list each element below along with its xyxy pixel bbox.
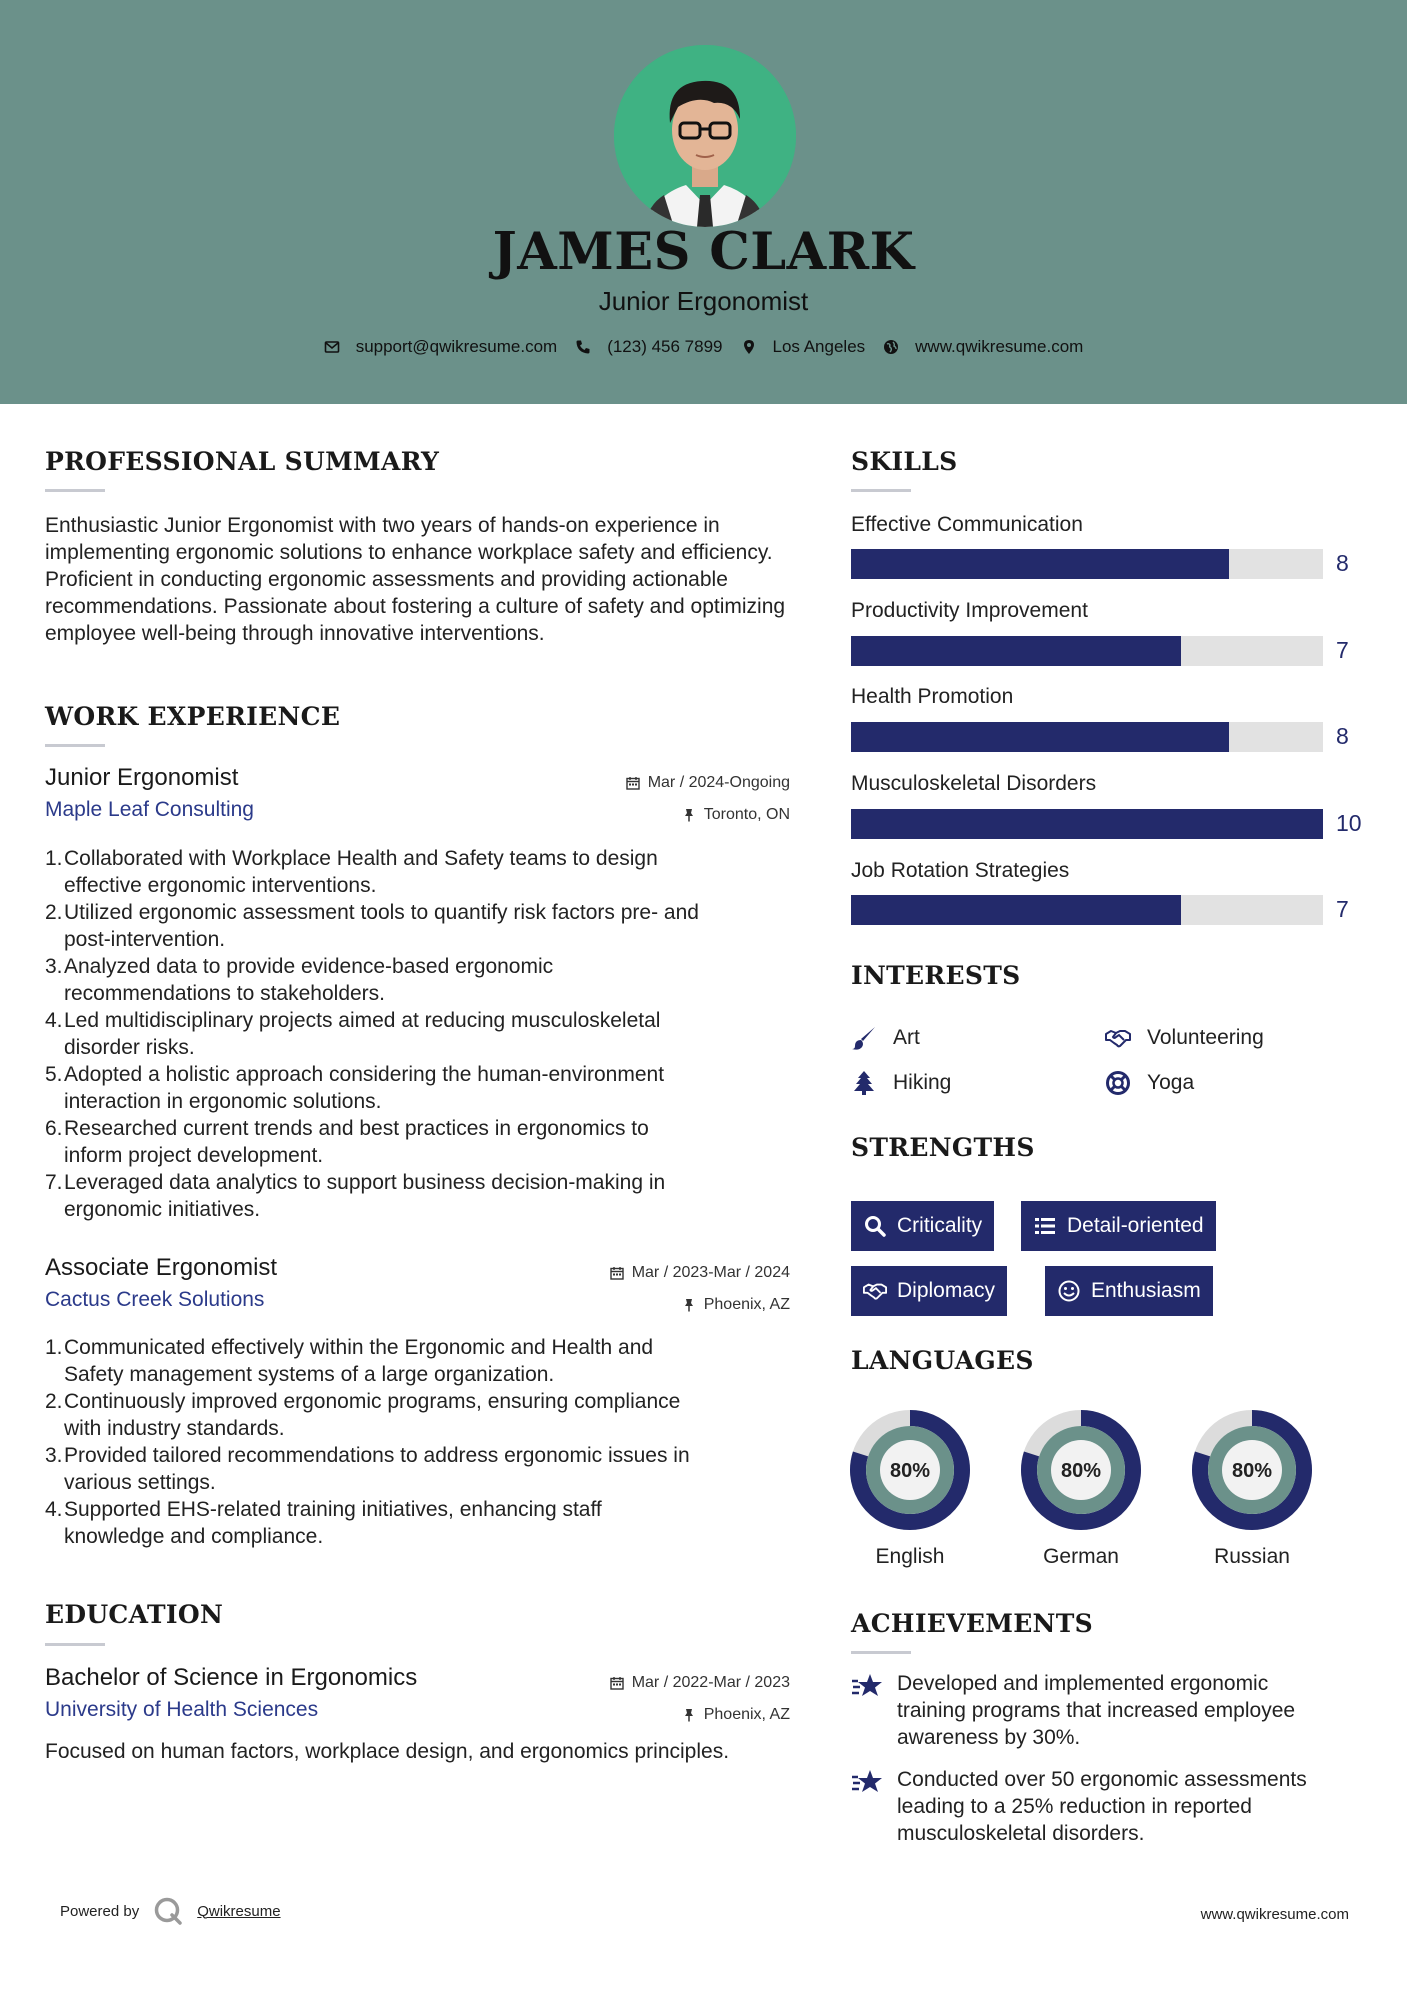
strength-label: Diplomacy [897,1279,996,1302]
phone-icon [575,339,591,355]
calendar-icon [610,1676,624,1690]
pushpin-icon [682,1298,696,1312]
list-item: 3. Provided tailored recommendations to address ergonomic issues in various settings. [45,1444,690,1494]
job-bullets [45,1334,795,1550]
language-item [1020,1409,1142,1569]
summary-heading: PROFESSIONAL SUMMARY [45,447,440,476]
calendar-icon [610,1266,624,1280]
contact-location-text: Los Angeles [772,337,866,356]
skill-score: 8 [1336,723,1349,749]
experience-heading: WORK EXPERIENCE [45,702,341,731]
achievements-heading: ACHIEVEMENTS [851,1609,1093,1638]
achievement-item [851,1670,1361,1751]
language-item [1191,1409,1313,1569]
education-entry [45,1664,790,1734]
interests-heading: INTERESTS [851,961,1021,990]
interest-yoga [1105,1070,1194,1096]
skill-score: 10 [1336,810,1362,836]
footer-website[interactable]: www.qwikresume.com [1200,1906,1349,1923]
job-location [682,1296,790,1314]
skill-label: Effective Communication [851,513,1083,536]
education-heading: EDUCATION [45,1600,224,1629]
contact-phone-text: (123) 456 7899 [607,337,723,356]
degree: Bachelor of Science in Ergonomics [45,1664,418,1691]
list-icon [1033,1214,1057,1238]
contact-website-text: www.qwikresume.com [915,337,1084,356]
skill-bar-track [851,722,1323,752]
language-ring [1020,1409,1142,1531]
job-location-text: Toronto, ON [703,806,790,823]
achievement-text: Developed and implemented ergonomic training programs that increased employee awareness by 30%. [897,1672,1296,1749]
interest-art [851,1025,920,1051]
job-bullets [45,845,795,1223]
skill-bar-fill [851,722,1229,752]
list-item: 3. Analyzed data to provide evidence-based ergonomic recommendations to stakeholders. [45,955,554,1005]
qwikresume-logo-icon [153,1896,183,1926]
skill-bar-track [851,895,1323,925]
profile-photo [614,45,796,227]
language-percent: 80% [1060,1460,1102,1482]
school: University of Health Sciences [45,1698,319,1721]
job-role: Associate Ergonomist [45,1254,278,1281]
strength-tag [1021,1201,1216,1251]
contact-phone[interactable] [575,337,722,357]
job-location [682,806,790,824]
language-percent: 80% [889,1460,931,1482]
education-location-text: Phoenix, AZ [703,1706,790,1723]
job-entry [45,764,790,834]
contact-website[interactable] [883,337,1083,357]
language-name: Russian [1214,1545,1290,1568]
skill-bar-fill [851,636,1181,666]
language-ring [849,1409,971,1531]
skill-score: 8 [1336,550,1349,576]
achievements-rule [851,1651,911,1654]
handshake-icon [1105,1025,1131,1051]
strength-tag [1045,1266,1213,1316]
job-dates-text: Mar / 2023-Mar / 2024 [631,1264,790,1281]
footer-powered-by [60,1896,281,1926]
skill-label: Job Rotation Strategies [851,859,1070,882]
contact-bar [0,337,1407,357]
calendar-icon [626,776,640,790]
contact-location [741,337,866,357]
language-name: German [1043,1545,1119,1568]
achievement-item [851,1766,1361,1847]
job-dates [626,774,790,792]
summary-text: Enthusiastic Junior Ergonomist with two years of hands-on experience in implementing ergonomic solutions to enhance workplace safety and efficiency. Proficient in conducting ergonomic assessments and providing actionable recommendations. Passionate about fostering a culture of safety and optimizing employee well-being through innovative interventions. [45,514,786,645]
list-item: 1. Collaborated with Workplace Health and Safety teams to design effective ergonomic interventions. [45,847,658,897]
contact-email[interactable] [324,337,558,357]
language-ring [1191,1409,1313,1531]
skill-score: 7 [1336,637,1349,663]
map-pin-icon [741,339,757,355]
candidate-name: JAMES CLARK [492,222,915,282]
job-dates-text: Mar / 2024-Ongoing [647,774,790,791]
paintbrush-icon [851,1025,877,1051]
list-item: 7. Leveraged data analytics to support business decision-making in ergonomic initiatives. [45,1171,666,1221]
star-icon [851,1766,883,1798]
skill-label: Health Promotion [851,685,1014,708]
candidate-title: Junior Ergonomist [598,286,809,316]
qwikresume-link[interactable]: Qwikresume [197,1902,281,1920]
experience-rule [45,744,105,747]
strength-tag [851,1266,1007,1316]
lifebuoy-icon [1105,1070,1131,1096]
skill-score: 7 [1336,896,1349,922]
education-dates-text: Mar / 2022-Mar / 2023 [631,1674,790,1691]
powered-by-text: Powered by [60,1902,140,1920]
skill-bar-track [851,636,1323,666]
interest-hiking [851,1070,951,1096]
skill-bar-fill [851,809,1323,839]
list-item: 1. Communicated effectively within the Ergonomic and Health and Safety management systems of a large organization. [45,1336,654,1386]
skill-bar-fill [851,549,1229,579]
interest-label: Art [893,1026,920,1049]
education-dates [610,1674,790,1692]
strength-label: Detail-oriented [1067,1214,1204,1237]
contact-email-text: support@qwikresume.com [355,337,558,356]
list-item: 2. Utilized ergonomic assessment tools to quantify risk factors pre- and post-intervention. [45,901,699,951]
skill-bar-track [851,809,1323,839]
skill-bar-track [851,549,1323,579]
education-rule [45,1643,105,1646]
education-description: Focused on human factors, workplace design, and ergonomics principles. [45,1740,730,1763]
interest-volunteering [1105,1025,1264,1051]
skill-label: Productivity Improvement [851,599,1088,622]
strength-tag [851,1201,994,1251]
job-dates [610,1264,790,1282]
list-item: 4. Supported EHS-related training initiatives, enhancing staff knowledge and compliance. [45,1498,602,1548]
list-item: 6. Researched current trends and best practices in ergonomics to inform project development. [45,1117,649,1167]
globe-icon [883,339,899,355]
languages-heading: LANGUAGES [851,1346,1034,1375]
language-name: English [875,1545,945,1568]
job-role: Junior Ergonomist [45,764,239,791]
strength-label: Enthusiasm [1091,1279,1201,1302]
interest-label: Hiking [893,1071,952,1094]
skill-bar-fill [851,895,1181,925]
list-item: 4. Led multidisciplinary projects aimed at reducing musculoskeletal disorder risks. [45,1009,661,1059]
skill-label: Musculoskeletal Disorders [851,772,1097,795]
list-item: 2. Continuously improved ergonomic programs, ensuring compliance with industry standards. [45,1390,681,1440]
pushpin-icon [682,808,696,822]
job-company: Maple Leaf Consulting [45,798,254,821]
resume-header [0,0,1407,404]
envelope-icon [324,339,340,355]
job-location-text: Phoenix, AZ [703,1296,790,1313]
language-percent: 80% [1231,1460,1273,1482]
list-item: 5. Adopted a holistic approach considering the human-environment interaction in ergonomic solutions. [45,1063,665,1113]
achievement-text: Conducted over 50 ergonomic assessments leading to a 25% reduction in reported musculoskeletal disorders. [897,1768,1307,1845]
skills-rule [851,489,911,492]
tree-icon [851,1070,877,1096]
smile-icon [1057,1279,1081,1303]
summary-rule [45,489,105,492]
education-location [682,1706,790,1724]
job-entry [45,1254,790,1324]
skills-heading: SKILLS [851,447,958,476]
job-company: Cactus Creek Solutions [45,1288,265,1311]
interest-label: Volunteering [1147,1026,1264,1049]
strengths-heading: STRENGTHS [851,1133,1035,1162]
star-icon [851,1670,883,1702]
strength-label: Criticality [897,1214,983,1237]
handshake-icon [863,1279,887,1303]
interest-label: Yoga [1147,1071,1195,1094]
search-icon [863,1214,887,1238]
pushpin-icon [682,1708,696,1722]
language-item [849,1409,971,1569]
